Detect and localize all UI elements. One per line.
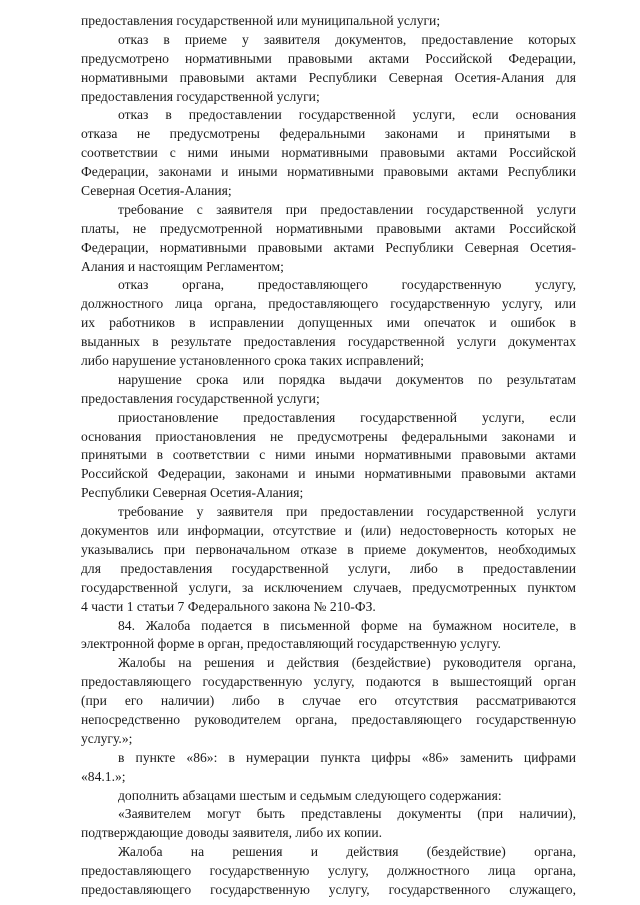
text-line: предусмотрено нормативными правовыми актами Российской Федерации, (81, 50, 576, 66)
text-line: соответствии с ними иными нормативными правовыми актами Российской (81, 145, 576, 161)
text-line: предоставляющего государственную услугу, должностного лица органа, (81, 863, 576, 879)
text-line: документов или информации, отсутствие и (или) недостоверность которых не (81, 523, 576, 539)
text-line: дополнить абзацами шестым и седьмым следующего содержания: (118, 787, 502, 803)
text-line: нарушение срока или порядка выдачи документов по результатам (118, 371, 576, 387)
text-line: предоставления государственной или муниципальной услуги; (81, 13, 441, 28)
text-line: 4 части 1 статьи 7 Федерального закона № 210-ФЗ. (81, 598, 376, 614)
text-line: в пункте «86»: в нумерации пункта цифры «86» заменить цифрами (118, 749, 576, 765)
text-line: требование у заявителя при предоставлении государственной услуги (118, 504, 576, 520)
text-line: «84.1.»; (81, 768, 126, 784)
text-line: Северная Осетия-Алания; (81, 183, 232, 199)
text-line: непосредственно руководителем органа, предоставляющего государственную (81, 711, 576, 727)
text-line: отказа не предусмотрены федеральными законами и принятыми в (81, 126, 576, 142)
text-line: предоставляющего государственную услугу, подаются в вышестоящий орган (81, 674, 576, 690)
text-line: государственной услуги, за исключением случаев, предусмотренных пунктом (81, 579, 576, 595)
text-line: отказ в предоставлении государственной услуги, если основания (118, 107, 576, 123)
text-line: принятыми в соответствии с ними иными нормативными правовыми актами (81, 447, 576, 463)
text-line: Алания и настоящим Регламентом; (81, 258, 284, 274)
text-line: их работников в исправлении допущенных ими опечаток и ошибок в (81, 315, 576, 331)
text-line: нормативными правовыми актами Республики Северная Осетия-Алания для (81, 69, 576, 85)
text-line: платы, не предусмотренной нормативными правовыми актами Российской (81, 220, 576, 236)
text-line: либо нарушение установленного срока таких исправлений; (81, 353, 424, 369)
text-line: основания приостановления не предусмотрены федеральными законами и (81, 428, 576, 444)
text-line: (при его наличии) либо в случае его отсутствия рассматриваются (81, 693, 576, 709)
text-line: предоставляющего государственную услугу, государственного служащего, (81, 881, 576, 897)
text-line: «Заявителем могут быть представлены документы (при наличии), (118, 806, 576, 822)
text-line: отказ органа, предоставляющего государственную услугу, (118, 277, 576, 293)
text-line: предоставления государственной услуги; (81, 88, 320, 104)
text-line: подтверждающие доводы заявителя, либо их копии. (81, 825, 382, 841)
text-line: должностного лица органа, предоставляющего государственную услугу, или (81, 296, 576, 312)
text-line: Жалоба на решения и действия (бездействие) органа, (118, 844, 576, 860)
text-line: выданных в результате предоставления государственной услуги документах (81, 334, 576, 350)
text-line: 84. Жалоба подается в письменной форме на бумажном носителе, в (118, 617, 576, 633)
text-line: отказ в приеме у заявителя документов, предоставление которых (118, 31, 576, 47)
text-line: приостановление предоставления государственной услуги, если (118, 409, 576, 425)
text-line: Республики Северная Осетия-Алания; (81, 485, 304, 501)
text-line: указывались при первоначальном отказе в приеме документов, необходимых (81, 541, 576, 557)
text-line: Российской Федерации, законами и иными нормативными правовыми актами (81, 466, 576, 482)
text-line: электронной форме в орган, предоставляющий государственную услугу. (81, 636, 501, 652)
text-line: Жалобы на решения и действия (бездействие) руководителя органа, (118, 655, 576, 671)
text-line: Федерации, законами и иными нормативными правовыми актами Республики (81, 164, 576, 180)
text-line: Федерации, нормативными правовыми актами Республики Северная Осетия- (81, 239, 576, 255)
document-page (81, 12, 576, 900)
text-line: услугу.»; (81, 730, 133, 746)
text-line: требование с заявителя при предоставлении государственной услуги (118, 201, 576, 217)
text-line: для предоставления государственной услуги, либо в предоставлении (81, 560, 576, 576)
text-line: предоставления государственной услуги; (81, 390, 320, 406)
